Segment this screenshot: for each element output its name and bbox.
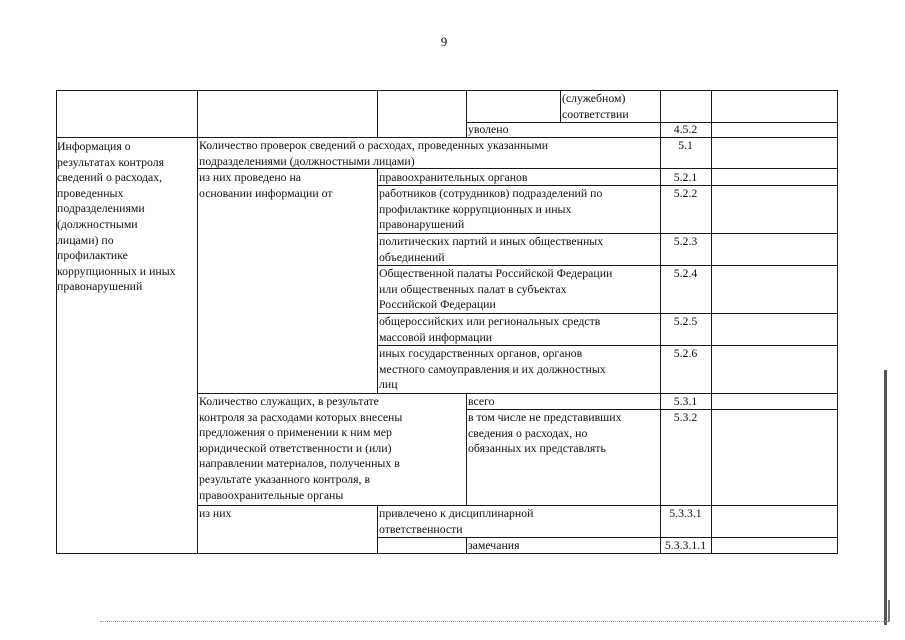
row-label: общероссийских или региональных средств массовой информации [379,314,601,344]
cell-text: (служебном) соответствии [562,91,629,121]
scan-edge-mark [888,600,890,622]
row-label: политических партий и иных общественных объединений [379,234,604,264]
row-line [466,122,838,123]
group-label: из них проведено на основании информации от [199,170,333,200]
row-label: замечания [468,538,520,552]
col-line [197,90,198,554]
col-line [466,393,467,506]
table-border-bottom [56,553,838,554]
col-line [466,537,467,554]
col-line [466,90,467,138]
row-code: 5.2.5 [673,314,698,328]
col-line [377,505,378,554]
row-code: 5.1 [678,138,693,152]
row-label: всего [468,394,495,408]
row-code: 5.3.3.1 [669,506,702,520]
row-code: 5.2.6 [673,346,698,360]
row-label: Общественной палаты Российской Федерации или общественных палат в субъектах Российской Федерации [379,266,613,312]
row-code: 5.2.2 [673,186,698,200]
row-label: Количество проверок сведений о расходах, проведенных указанными подразделениями (должностными лицами) [199,138,549,168]
row-label: в том числе не представивших сведения о расходах, но обязанных их представлять [468,410,622,456]
col-line [377,90,378,138]
row-label: правоохранительных органов [379,170,528,184]
page-number: 9 [440,34,448,49]
col-line [377,168,378,394]
col-line [711,90,712,554]
row-code: 5.3.3.1.1 [664,538,707,552]
row-code: 4.5.2 [673,122,698,136]
row-code: 5.3.1 [673,394,698,408]
col-line [560,90,561,123]
scan-bottom-mark [100,621,890,623]
row-label: привлечено к дисциплинарной ответственности [379,506,534,536]
row-label: иных государственных органов, органов местного самоуправления и их должностных лиц [379,346,606,392]
row-label: работников (сотрудников) подразделений по профилактике коррупционных и иных правонарушений [379,186,603,232]
table-border-right [837,90,838,554]
row-code: 5.2.4 [673,266,698,280]
scan-edge-mark [884,370,887,625]
table-border-top [56,90,838,91]
group-label: Количество служащих, в результате контроля за расходами которых внесены предложения о применении к ним мер юридической ответственности и (или) направлении материалов, полученных в результате указанного контроля, в правоохранительные органы [199,394,403,502]
row-code: 5.2.1 [673,170,698,184]
group-label: из них [199,506,232,520]
row-code: 5.3.2 [673,410,698,424]
row-code: 5.2.3 [673,234,698,248]
section-title: Информация о результатах контроля сведений о расходах, проведенных подразделениями (должностными лицами) по профилактике коррупционных и иных правонарушений [57,139,176,294]
row-label: уволено [468,122,509,136]
